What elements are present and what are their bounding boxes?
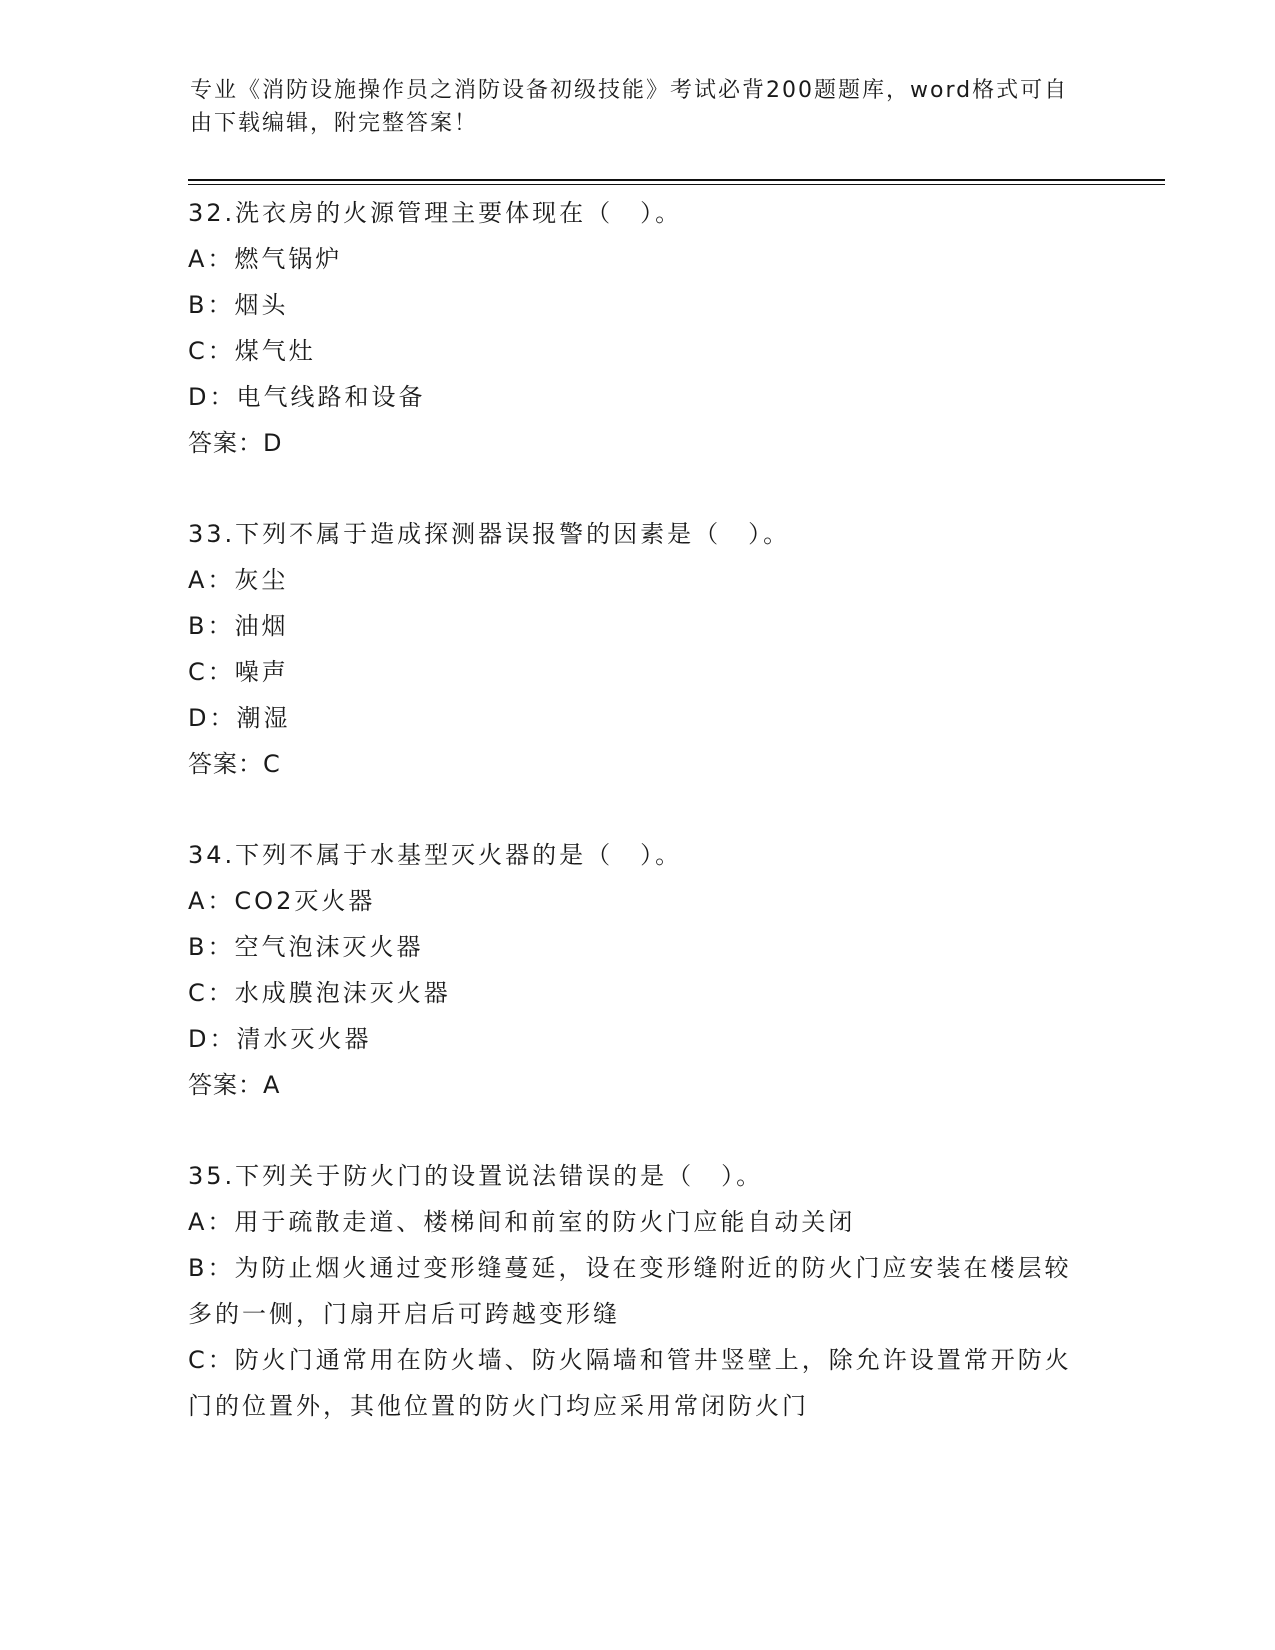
option-b: B：油烟 — [188, 612, 289, 640]
document-header: 专业《消防设施操作员之消防设备初级技能》考试必背200题题库，word格式可自由下载编辑，附完整答案！ — [190, 78, 1069, 136]
question-stem: 34.下列不属于水基型灭火器的是（ ）。 — [188, 841, 683, 869]
option-b: B：烟头 — [188, 291, 289, 319]
option-b: B：空气泡沫灭火器 — [188, 933, 424, 961]
option-a: A：用于疏散走道、楼梯间和前室的防火门应能自动关闭 — [188, 1208, 856, 1236]
option-d: D：电气线路和设备 — [188, 383, 426, 411]
question-32 — [188, 190, 1088, 466]
answer: 答案：A — [188, 1071, 281, 1099]
option-a: A：燃气锅炉 — [188, 245, 343, 273]
option-a: A：CO2灭火器 — [188, 887, 376, 915]
option-d: D：清水灭火器 — [188, 1025, 372, 1053]
question-stem: 32.洗衣房的火源管理主要体现在（ ）。 — [188, 199, 683, 227]
header-divider — [188, 179, 1165, 185]
option-b: B：为防止烟火通过变形缝蔓延，设在变形缝附近的防火门应安装在楼层较多的一侧，门扇开启后可跨越变形缝 — [188, 1254, 1072, 1328]
option-c: C：水成膜泡沫灭火器 — [188, 979, 451, 1007]
option-d: D：潮湿 — [188, 704, 291, 732]
answer: 答案：D — [188, 429, 283, 457]
option-c: C：防火门通常用在防火墙、防火隔墙和管井竖壁上，除允许设置常开防火门的位置外，其他位置的防火门均应采用常闭防火门 — [188, 1346, 1072, 1420]
question-stem: 35.下列关于防火门的设置说法错误的是（ ）。 — [188, 1162, 764, 1190]
option-c: C：噪声 — [188, 658, 289, 686]
question-list — [188, 190, 1088, 1429]
question-33 — [188, 511, 1088, 787]
option-a: A：灰尘 — [188, 566, 289, 594]
question-35 — [188, 1153, 1088, 1429]
question-34 — [188, 832, 1088, 1108]
answer: 答案：C — [188, 750, 281, 778]
option-c: C：煤气灶 — [188, 337, 316, 365]
question-stem: 33.下列不属于造成探测器误报警的因素是（ ）。 — [188, 520, 791, 548]
